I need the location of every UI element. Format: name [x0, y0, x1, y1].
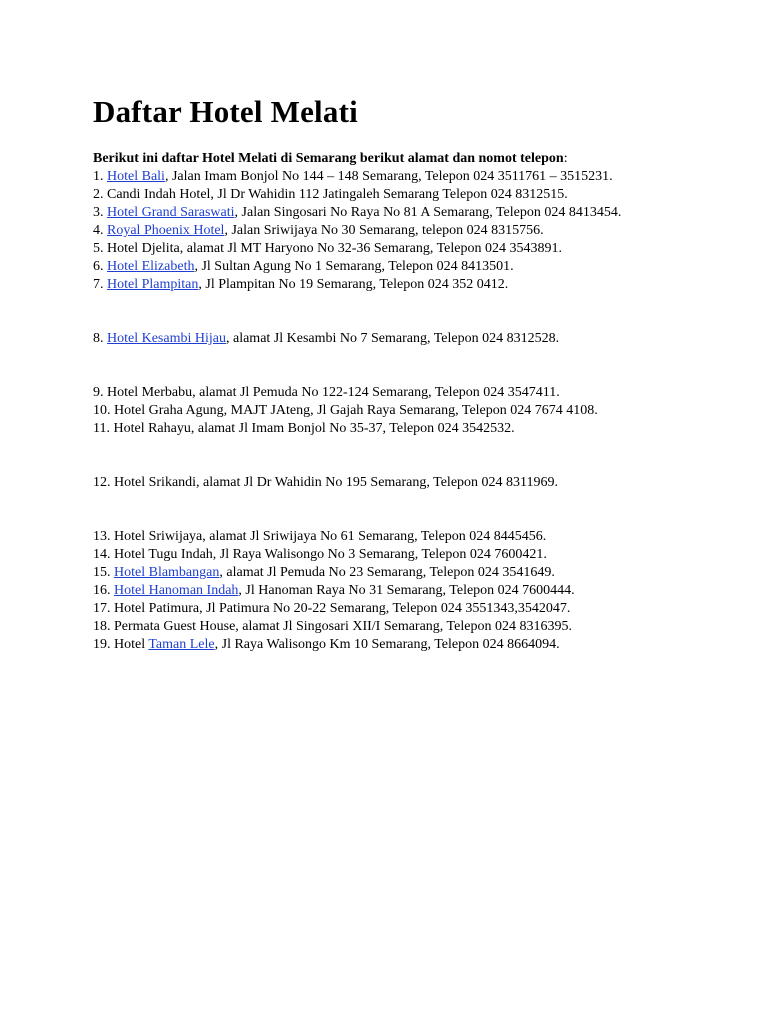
intro-paragraph	[93, 150, 733, 168]
item-text: Hotel Patimura, Jl Patimura No 20-22 Semarang, Telepon 024 3551343,3542047.	[114, 601, 571, 616]
list-item	[93, 582, 733, 600]
item-text: Hotel	[114, 637, 149, 652]
list-item	[93, 186, 733, 204]
item-number: 19.	[93, 637, 114, 652]
item-text: Hotel Graha Agung, MAJT JAteng, Jl Gajah Raya Semarang, Telepon 024 7674 4108.	[114, 403, 598, 418]
item-number: 4.	[93, 223, 107, 238]
page-title: Daftar Hotel Melati	[93, 94, 358, 129]
list-item	[93, 474, 733, 492]
list-item	[93, 618, 733, 636]
item-text: , alamat Jl Pemuda No 23 Semarang, Telepon 024 3541649.	[219, 565, 555, 580]
item-text: , Jalan Imam Bonjol No 144 – 148 Semarang, Telepon 024 3511761 – 3515231.	[164, 169, 613, 184]
hotel-link[interactable]: Hotel Hanoman Indah	[114, 583, 239, 598]
list-item	[93, 384, 733, 402]
hotel-link[interactable]: Hotel Plampitan	[107, 277, 199, 292]
item-number: 6.	[93, 259, 107, 274]
item-text: Candi Indah Hotel, Jl Dr Wahidin 112 Jatingaleh Semarang Telepon 024 8312515.	[107, 187, 568, 202]
item-number: 2.	[93, 187, 107, 202]
hotel-link[interactable]: Hotel Elizabeth	[107, 259, 195, 274]
item-number: 14.	[93, 547, 114, 562]
list-item	[93, 240, 733, 258]
item-number: 10.	[93, 403, 114, 418]
hotel-link[interactable]: Hotel Kesambi Hijau	[107, 331, 226, 346]
item-number: 8.	[93, 331, 107, 346]
item-number: 17.	[93, 601, 114, 616]
hotel-link[interactable]: Royal Phoenix Hotel	[107, 223, 225, 238]
item-text: , Jl Hanoman Raya No 31 Semarang, Telepon 024 7600444.	[238, 583, 575, 598]
item-number: 5.	[93, 241, 107, 256]
hotel-link[interactable]: Taman Lele	[148, 637, 215, 652]
list-item	[93, 402, 733, 420]
list-item	[93, 204, 733, 222]
item-number: 3.	[93, 205, 107, 220]
document-page	[93, 94, 733, 654]
list-item	[93, 636, 733, 654]
item-text: Hotel Djelita, alamat Jl MT Haryono No 32-36 Semarang, Telepon 024 3543891.	[107, 241, 562, 256]
item-text: Hotel Sriwijaya, alamat Jl Sriwijaya No 61 Semarang, Telepon 024 8445456.	[114, 529, 547, 544]
list-item	[93, 528, 733, 546]
item-text: , alamat Jl Kesambi No 7 Semarang, Telepon 024 8312528.	[225, 331, 560, 346]
hotel-list	[93, 168, 733, 654]
intro-bold-text: Berikut ini daftar Hotel Melati di Semarang berikut alamat dan nomot telepon	[93, 151, 564, 166]
list-item	[93, 168, 733, 186]
item-number: 1.	[93, 169, 107, 184]
item-number: 15.	[93, 565, 114, 580]
item-text: Hotel Rahayu, alamat Jl Imam Bonjol No 35-37, Telepon 024 3542532.	[113, 421, 515, 436]
list-item	[93, 258, 733, 276]
list-item	[93, 276, 733, 294]
hotel-link[interactable]: Hotel Blambangan	[114, 565, 220, 580]
item-text: Hotel Tugu Indah, Jl Raya Walisongo No 3 Semarang, Telepon 024 7600421.	[114, 547, 547, 562]
list-item	[93, 546, 733, 564]
item-number: 18.	[93, 619, 114, 634]
item-number: 9.	[93, 385, 107, 400]
item-text: , Jalan Singosari No Raya No 81 A Semarang, Telepon 024 8413454.	[234, 205, 622, 220]
list-item	[93, 564, 733, 582]
item-number: 7.	[93, 277, 107, 292]
list-item	[93, 420, 733, 438]
list-item	[93, 600, 733, 618]
list-item	[93, 222, 733, 240]
item-text: , Jl Plampitan No 19 Semarang, Telepon 024 352 0412.	[198, 277, 509, 292]
intro-tail: :	[563, 151, 568, 166]
item-number: 13.	[93, 529, 114, 544]
item-text: , Jl Raya Walisongo Km 10 Semarang, Telepon 024 8664094.	[214, 637, 560, 652]
hotel-link[interactable]: Hotel Grand Saraswati	[107, 205, 235, 220]
item-number: 11.	[93, 421, 114, 436]
item-text: Permata Guest House, alamat Jl Singosari XII/I Semarang, Telepon 024 8316395.	[114, 619, 572, 634]
item-text: Hotel Merbabu, alamat Jl Pemuda No 122-124 Semarang, Telepon 024 3547411.	[107, 385, 560, 400]
item-text: , Jalan Sriwijaya No 30 Semarang, telepon 024 8315756.	[224, 223, 544, 238]
item-text: , Jl Sultan Agung No 1 Semarang, Telepon 024 8413501.	[194, 259, 514, 274]
item-number: 16.	[93, 583, 114, 598]
item-text: Hotel Srikandi, alamat Jl Dr Wahidin No 195 Semarang, Telepon 024 8311969.	[114, 475, 559, 490]
hotel-link[interactable]: Hotel Bali	[107, 169, 165, 184]
list-item	[93, 330, 733, 348]
item-number: 12.	[93, 475, 114, 490]
